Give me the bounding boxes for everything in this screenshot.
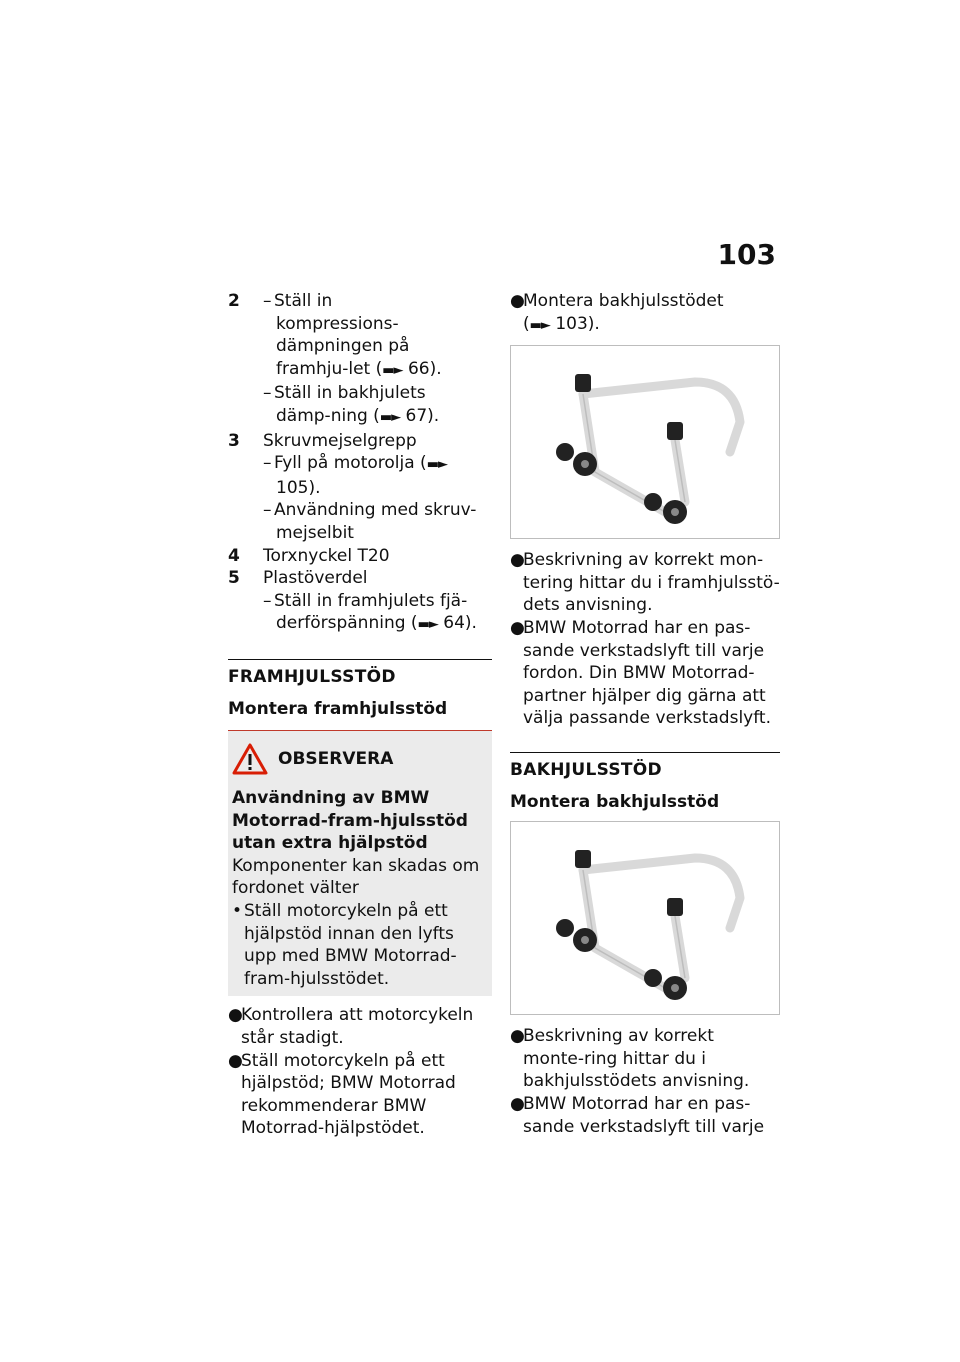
sub-item-text: Användning med skruv-mejselbit [274, 500, 477, 543]
bullet-icon: ● [228, 1005, 243, 1026]
bullet-list [228, 1004, 492, 1140]
right-column [510, 290, 780, 1138]
page-reference[interactable]: 67 [405, 405, 428, 426]
warning-notice [228, 730, 492, 996]
list-item [510, 1093, 780, 1138]
page-reference[interactable]: 66 [407, 358, 430, 379]
page-number: 103 [717, 238, 776, 271]
item-number: 3 [228, 430, 240, 451]
bullet-text: Ställ motorcykeln på ett hjälpstöd innan den lyfts upp med BMW Motorrad-fram-hjulsstödet. [244, 901, 457, 989]
section-divider [228, 659, 492, 660]
sub-item: – Ställ in framhjulets fjä-derförspänning (▬► 64). [263, 590, 477, 634]
front-wheel-stand-image [510, 345, 780, 539]
item-text: Torxnyckel T20 [263, 545, 390, 566]
sub-item-text: Ställ in framhjulets fjä-derförspänning [274, 590, 468, 634]
bullet-text: Montera bakhjulsstödet [523, 291, 724, 311]
page-reference[interactable]: 103 [555, 313, 588, 334]
notice-text: Komponenter kan skadas om fordonet välter [232, 855, 480, 899]
list-item [228, 430, 492, 453]
notice-label: OBSERVERA [278, 748, 394, 769]
warning-triangle-icon [232, 743, 268, 775]
item-text [263, 290, 492, 430]
bullet-icon: ● [510, 617, 525, 638]
reference-arrow-icon: ▬► [379, 409, 401, 425]
item-text: Plastöverdel [263, 568, 368, 589]
bullet-icon: • [232, 901, 243, 922]
bullet-text: Ställ motorcykeln på ett hjälpstöd; BMW Motorrad rekommenderar BMW Motorrad-hjälpstödet. [241, 1050, 456, 1139]
sub-item-text: Ställ in bakhjulets dämp-ning [274, 383, 426, 426]
list-item [510, 1025, 780, 1093]
left-column [228, 290, 492, 1140]
page-reference[interactable]: 64 [443, 613, 465, 634]
bullet-text: BMW Motorrad har en pas-sande verkstadslyft till varje fordon. Din BMW Motorrad-partner hjälper dig gärna att välja passande verkstadslyft. [523, 617, 771, 729]
paddock-stand-illustration [525, 352, 765, 532]
item-number: 5 [228, 568, 240, 589]
reference-arrow-icon: ▬► [529, 317, 550, 333]
list-item [228, 1004, 492, 1049]
sub-item: – Användning med skruv-mejselbit [263, 500, 477, 543]
list-item [510, 549, 780, 617]
reference-arrow-icon: ▬► [426, 457, 447, 473]
page-reference[interactable]: 105 [276, 477, 309, 498]
list-item [228, 545, 492, 568]
bullet-text: Beskrivning av korrekt monte-ring hittar du i bakhjulsstödets anvisning. [523, 1026, 750, 1092]
notice-title: Användning av BMW Motorrad-fram-hjulsstöd utan extra hjälpstöd [232, 788, 468, 854]
reference-arrow-icon: ▬► [382, 362, 403, 378]
list-item [510, 617, 780, 730]
list-item [228, 290, 492, 430]
bullet-icon: ● [510, 1093, 525, 1114]
sub-item: – Ställ in bakhjulets dämp-ning (▬► 67). [263, 383, 440, 426]
bullet-icon: ● [510, 550, 525, 571]
procedure-title: Montera framhjulsstöd [228, 698, 448, 719]
section-title: FRAMHJULSSTÖD [228, 666, 396, 687]
bullet-icon: ● [510, 1026, 525, 1047]
reference-arrow-icon: ▬► [417, 617, 438, 633]
list-item: ● Montera bakhjulsstödet (▬► 103). [510, 291, 724, 334]
paddock-stand-illustration [525, 828, 765, 1008]
notice-header [232, 743, 484, 775]
bullet-icon: ● [228, 1050, 243, 1071]
section-title: BAKHJULSSTÖD [510, 759, 662, 780]
section-divider [510, 752, 780, 753]
sub-item-text: Ställ in kompressions-dämpningen på framhju-let [274, 291, 410, 379]
bullet-text: Beskrivning av korrekt mon-tering hittar du i framhjulsstö-dets anvisning. [523, 550, 780, 616]
item-number: 2 [228, 291, 240, 311]
notice-bullet [232, 900, 484, 990]
bullet-text: Kontrollera att motorcykeln står stadigt. [241, 1005, 474, 1049]
bullet-icon: ● [510, 291, 525, 311]
sub-item-text: Fyll på motorolja [274, 453, 415, 474]
sub-item: – Ställ in kompressions-dämpningen på framhju-let (▬► 66). – Ställ in bakhjulets dämp-ning (▬► 67). [228, 290, 457, 430]
list-item [228, 1050, 492, 1140]
list-item [228, 567, 492, 590]
item-number: 4 [228, 545, 240, 566]
sub-item: – Fyll på motorolja (▬► 105). [263, 453, 447, 498]
bullet-text: BMW Motorrad har en pas-sande verkstadslyft till varje [523, 1093, 765, 1137]
procedure-title: Montera bakhjulsstöd [510, 791, 720, 812]
rear-wheel-stand-image [510, 821, 780, 1015]
item-text: Skruvmejselgrepp [263, 430, 417, 451]
